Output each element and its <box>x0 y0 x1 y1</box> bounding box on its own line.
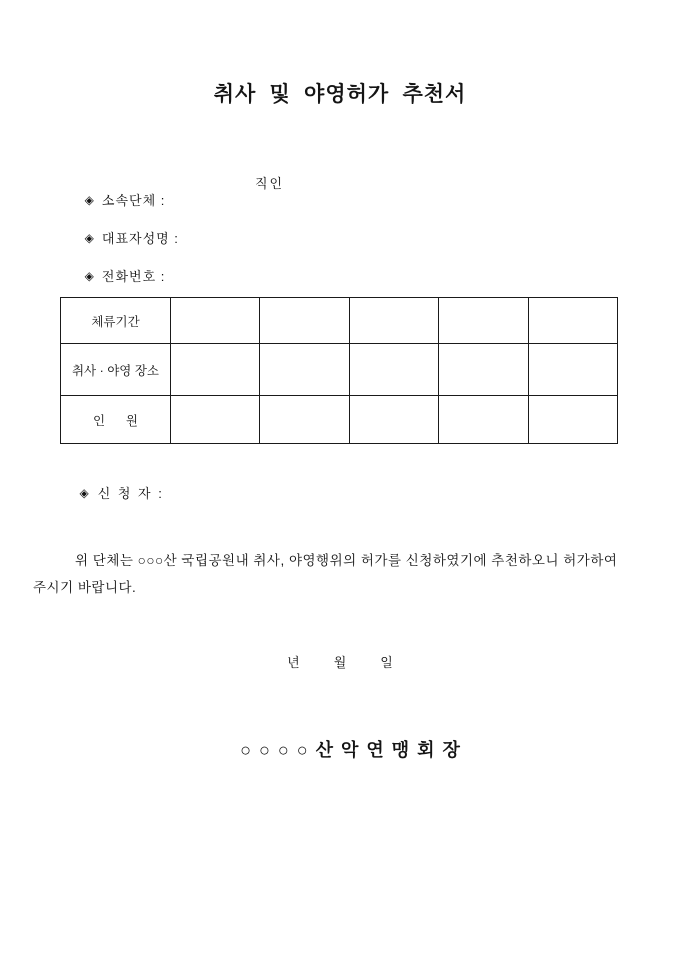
field-affiliation-label: 소속단체 : <box>101 193 166 208</box>
table-cell-empty <box>528 298 617 344</box>
stamp-placeholder-label: 직인 <box>255 176 285 191</box>
body-paragraph-line-2: 주시기 바랍니다. <box>33 580 137 595</box>
diamond-bullet-icon: ◈ <box>79 486 91 500</box>
field-phone-number <box>57 252 617 284</box>
table-cell-empty <box>349 344 438 396</box>
table-cell-empty <box>528 396 617 444</box>
table-cell-empty <box>260 344 349 396</box>
field-representative-label: 대표자성명 : <box>101 231 179 246</box>
table-cell-empty <box>171 344 260 396</box>
table-row-stay-period <box>61 298 618 344</box>
field-applicant <box>57 469 164 501</box>
year-label: 년 <box>287 655 300 670</box>
field-representative-name <box>57 214 617 246</box>
table-cell-empty <box>260 396 349 444</box>
day-label: 일 <box>380 655 393 670</box>
field-applicant-label: 신 청 자 : <box>97 486 164 501</box>
diamond-bullet-icon: ◈ <box>84 269 95 283</box>
table-cell-empty <box>171 298 260 344</box>
table-row-headcount <box>61 396 618 444</box>
table-row-cooking-camping-place <box>61 344 618 396</box>
field-list <box>57 176 617 290</box>
schedule-table <box>60 297 618 444</box>
date-line <box>0 652 680 671</box>
table-cell-empty <box>528 344 617 396</box>
field-affiliation <box>57 176 617 208</box>
body-paragraph-line-1: 위 단체는 ○○○산 국립공원내 취사, 야영행위의 허가를 신청하였기에 추천하오니 허가하여 <box>75 553 618 568</box>
row-label-cooking-camping-place: 취사 · 야영 장소 <box>61 344 171 396</box>
table-cell-empty <box>349 298 438 344</box>
table-cell-empty <box>260 298 349 344</box>
row-label-stay-period: 체류기간 <box>61 298 171 344</box>
table-cell-empty <box>349 396 438 444</box>
page-title: 취사 및 야영허가 추천서 <box>213 82 467 106</box>
table-cell-empty <box>439 396 528 444</box>
diamond-bullet-icon: ◈ <box>84 231 95 245</box>
table-cell-empty <box>439 298 528 344</box>
field-phone-label: 전화번호 : <box>101 269 166 284</box>
diamond-bullet-icon: ◈ <box>84 193 95 207</box>
row-label-headcount: 인 원 <box>61 396 171 444</box>
table-cell-empty <box>171 396 260 444</box>
table-cell-empty <box>439 344 528 396</box>
body-paragraph <box>33 547 651 601</box>
month-label: 월 <box>333 655 347 670</box>
signature-line: ○○○○산악연맹회장 <box>240 740 468 760</box>
